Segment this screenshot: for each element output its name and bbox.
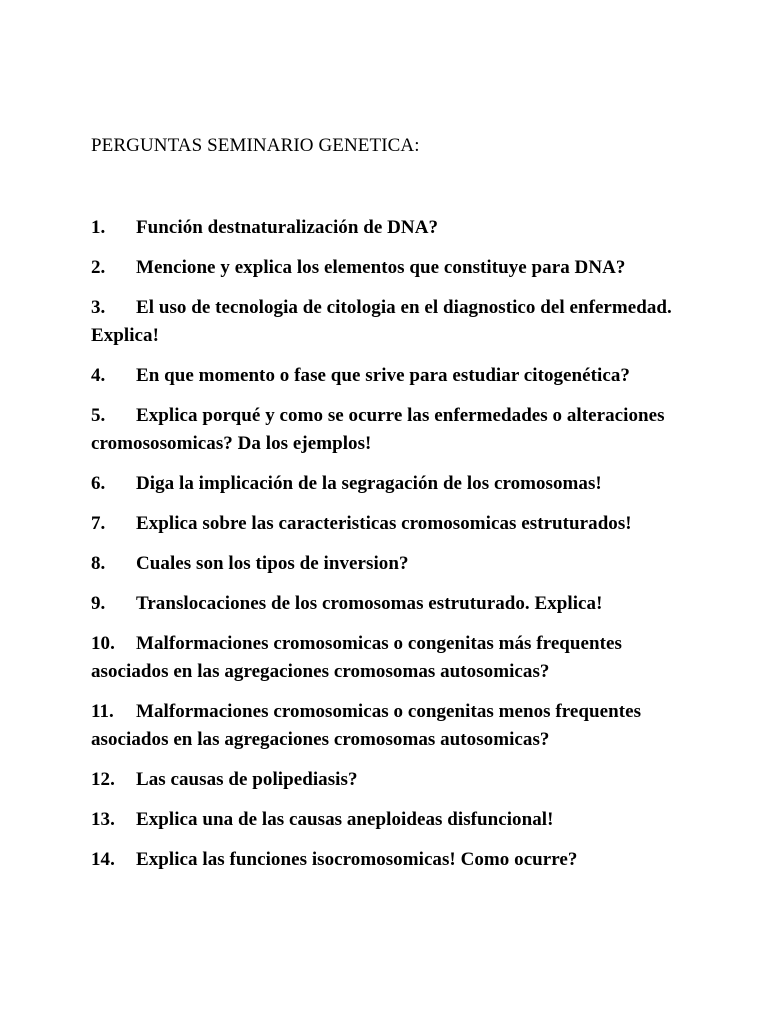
question-item-8 <box>91 550 691 578</box>
question-item-7 <box>91 510 691 538</box>
question-text: Translocaciones de los cromosomas estruturado. Explica! <box>136 593 603 614</box>
question-text: Explica las funciones isocromosomicas! Como ocurre? <box>136 849 578 870</box>
question-item-6 <box>91 470 691 498</box>
question-text: Malformaciones cromosomicas o congenitas menos frequentes asociados en las agregaciones cromosomas autosomicas? <box>91 701 642 750</box>
question-number: 3. <box>91 297 106 318</box>
question-item-10 <box>91 630 691 686</box>
question-number: 5. <box>91 405 106 426</box>
question-text: Las causas de polipediasis? <box>136 769 358 790</box>
question-number: 4. <box>91 365 106 386</box>
question-number: 2. <box>91 257 106 278</box>
question-item-1 <box>91 214 691 242</box>
question-item-4 <box>91 362 691 390</box>
question-item-9 <box>91 590 691 618</box>
question-item-5 <box>91 402 691 458</box>
question-text: El uso de tecnologia de citologia en el diagnostico del enfermedad. Explica! <box>91 297 672 346</box>
question-item-11 <box>91 698 691 754</box>
question-number: 8. <box>91 553 106 574</box>
question-item-12 <box>91 766 691 794</box>
question-text: Explica sobre las caracteristicas cromosomicas estruturados! <box>136 513 632 534</box>
question-text: En que momento o fase que srive para estudiar citogenética? <box>136 365 630 386</box>
question-item-13 <box>91 806 691 834</box>
question-number: 12. <box>91 769 115 790</box>
question-number: 10. <box>91 633 115 654</box>
question-item-14 <box>91 846 691 874</box>
question-item-2 <box>91 254 691 282</box>
question-item-3 <box>91 294 691 350</box>
question-list <box>91 214 691 886</box>
question-number: 1. <box>91 217 106 238</box>
question-text: Explica una de las causas aneploideas disfuncional! <box>136 809 554 830</box>
question-text: Cuales son los tipos de inversion? <box>136 553 409 574</box>
question-text: Función destnaturalización de DNA? <box>136 217 439 238</box>
question-text: Explica porqué y como se ocurre las enfermedades o alteraciones cromososomicas? Da los ejemplos! <box>91 405 665 454</box>
question-number: 6. <box>91 473 106 494</box>
document-title: PERGUNTAS SEMINARIO GENETICA: <box>91 135 420 156</box>
question-number: 9. <box>91 593 106 614</box>
question-text: Diga la implicación de la segragación de los cromosomas! <box>136 473 602 494</box>
question-number: 7. <box>91 513 106 534</box>
question-number: 14. <box>91 849 115 870</box>
question-number: 13. <box>91 809 115 830</box>
question-text: Mencione y explica los elementos que constituye para DNA? <box>136 257 626 278</box>
question-number: 11. <box>91 701 114 722</box>
question-text: Malformaciones cromosomicas o congenitas más frequentes asociados en las agregaciones cromosomas autosomicas? <box>91 633 622 682</box>
